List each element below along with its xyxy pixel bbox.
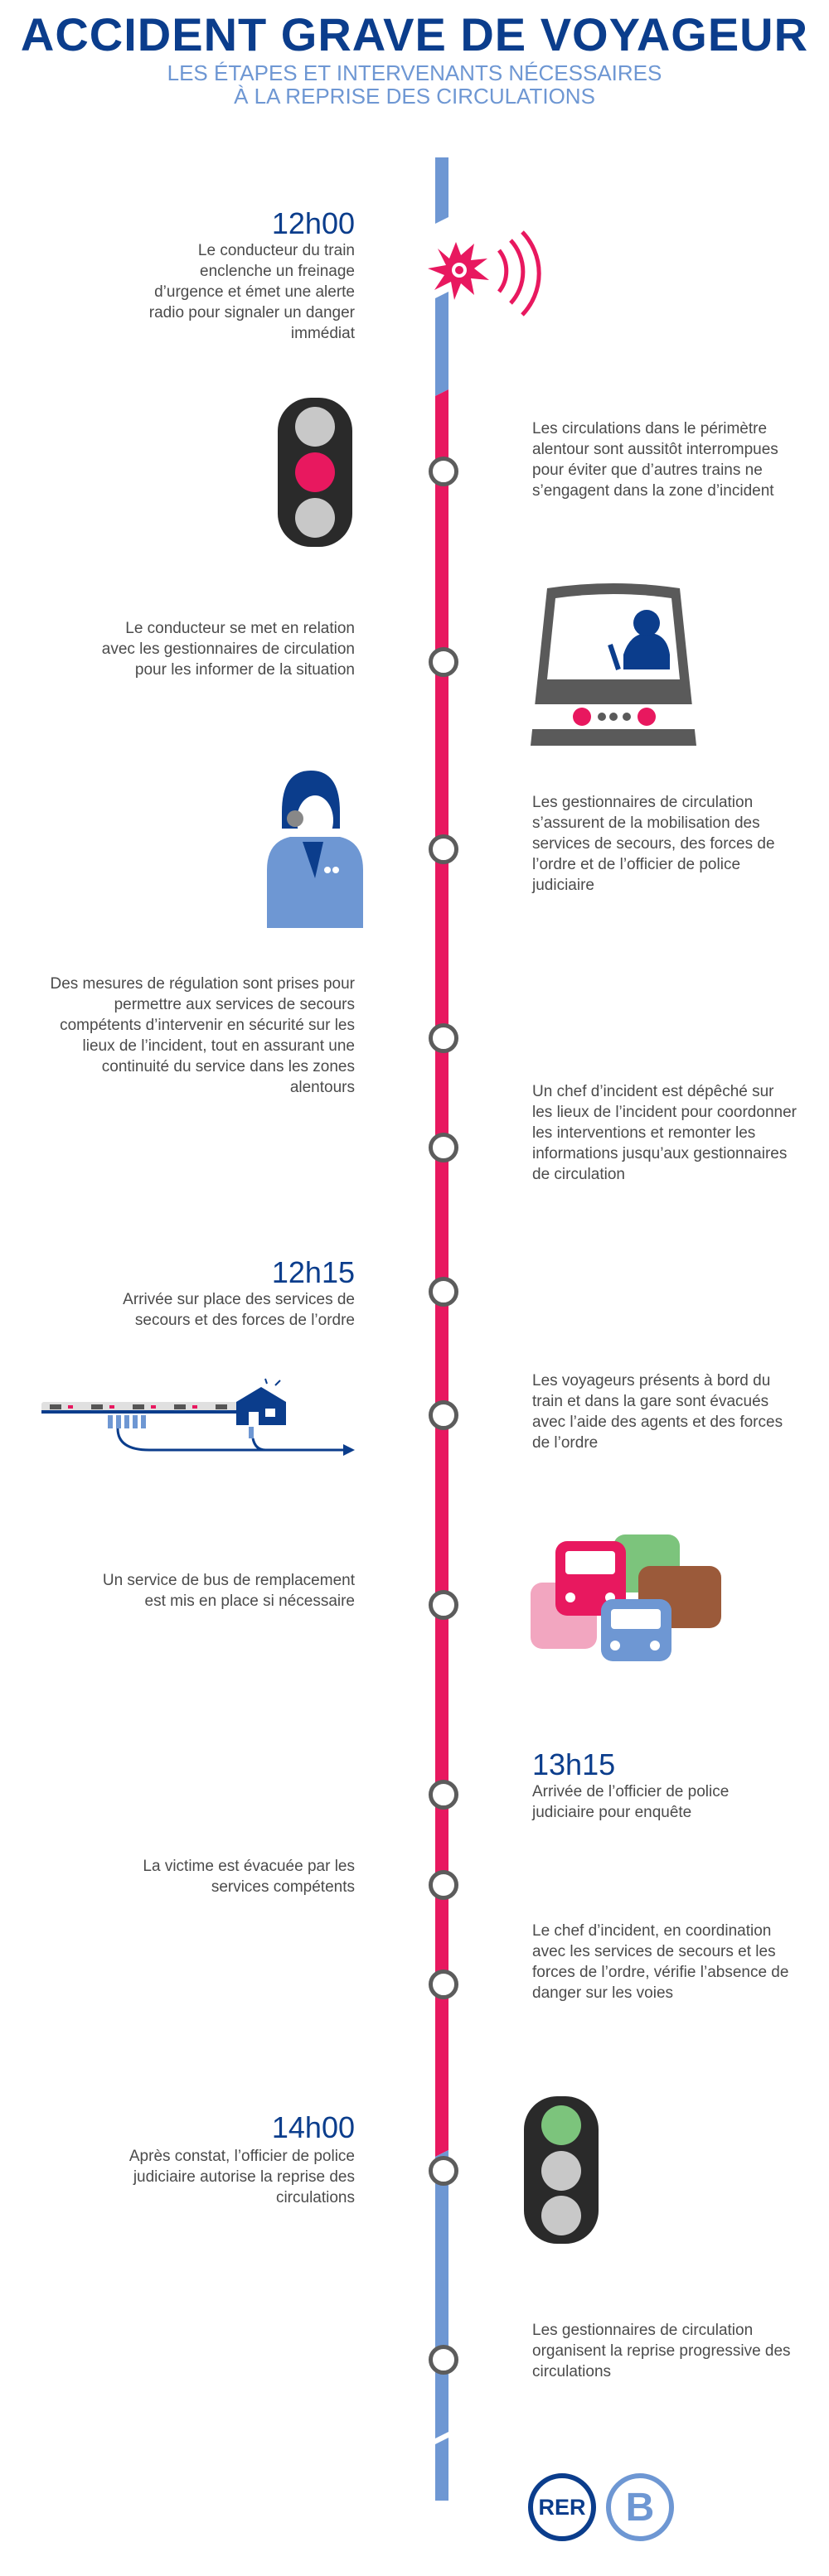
timeline-node: [429, 1590, 458, 1620]
timeline-node: [429, 1969, 458, 1999]
timeline-node: [429, 457, 458, 486]
step-6-text: Un chef d’incident est dépêché sur les lieux de l’incident pour coordonner les interventions et remonter les informations jusqu’aux gestionnaires de circulation: [532, 1083, 797, 1183]
train-cab-icon: [531, 580, 696, 754]
traffic-light-green-icon: [524, 2096, 599, 2244]
timeline-node: [429, 1400, 458, 1430]
replacement-buses-icon: [531, 1533, 721, 1665]
timeline-node: [429, 1780, 458, 1810]
time-label-14h00: 14h00: [271, 2110, 355, 2144]
page-title: ACCIDENT GRAVE DE VOYAGEUR: [20, 8, 809, 60]
step-1-text: Le conducteur du train enclenche un freinage d’urgence et émet une alerte radio pour signaler un danger immédiat: [148, 242, 355, 342]
time-label-13h15: 13h15: [532, 1747, 616, 1781]
step-7-text: Arrivée sur place des services de secours et des forces de l’ordre: [123, 1291, 355, 1329]
timeline-node: [429, 1133, 458, 1162]
subtitle-line-1: LES ÉTAPES ET INTERVENANTS NÉCESSAIRES: [167, 60, 662, 85]
timeline-node: [429, 2345, 458, 2375]
timeline-node: [429, 1277, 458, 1307]
time-label-12h00: 12h00: [271, 206, 355, 240]
step-8-text: Les voyageurs présents à bord du train et dans la gare sont évacués avec l’aide des agents et des forces de l’ordre: [532, 1372, 783, 1452]
timeline-node: [429, 2156, 458, 2186]
traffic-light-red-icon: [278, 398, 352, 547]
subtitle-line-2: À LA REPRISE DES CIRCULATIONS: [234, 84, 595, 109]
step-4-text: Les gestionnaires de circulation s’assurent de la mobilisation des services de secours, des forces de l’ordre et de l’officier de police judiciaire: [532, 794, 775, 894]
line-b-logo-text: B: [625, 2485, 655, 2530]
rer-logo-text: RER: [538, 2494, 586, 2520]
step-9-text: Un service de bus de remplacement est mis en place si nécessaire: [102, 1572, 355, 1610]
step-12-text: Le chef d’incident, en coordination avec les services de secours et les forces de l’ordre, vérifie l’absence de danger sur les voies: [532, 1922, 789, 2002]
timeline-node: [429, 1870, 458, 1900]
rer-logo: [528, 2473, 596, 2541]
step-3-text: Le conducteur se met en relation avec les gestionnaires de circulation pour les informer de la situation: [101, 620, 355, 679]
step-5-text: Des mesures de régulation sont prises pour permettre aux services de secours compétents d’intervenir en sécurité sur les lieux de l’incident, tout en assurant une continuité du service dans les zones alentours: [50, 975, 355, 1096]
time-label-12h15: 12h15: [271, 1255, 355, 1289]
radio-alert-icon: [423, 232, 572, 331]
step-13-text: Après constat, l’officier de police judiciaire autorise la reprise des circulations: [128, 2148, 355, 2206]
step-10-text: Arrivée de l’officier de police judiciaire pour enquête: [532, 1783, 730, 1821]
timeline-node: [429, 647, 458, 677]
step-2-text: Les circulations dans le périmètre alentour sont aussitôt interrompues pour éviter que d’autres trains ne s’engagent dans la zone d’incident: [532, 420, 778, 500]
step-14-text: Les gestionnaires de circulation organisent la reprise progressive des circulations: [532, 2322, 791, 2380]
operator-agent-icon: [257, 762, 365, 936]
train-evacuation-icon: [41, 1384, 356, 1458]
timeline-node: [429, 834, 458, 864]
timeline-node: [429, 1023, 458, 1053]
step-11-text: La victime est évacuée par les services compétents: [143, 1858, 355, 1896]
line-b-logo: [606, 2473, 674, 2541]
